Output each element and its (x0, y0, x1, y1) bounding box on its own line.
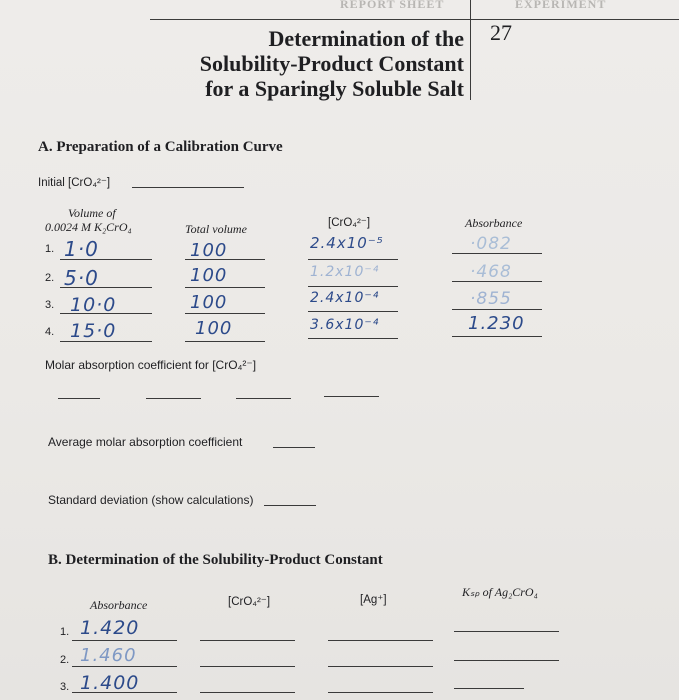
header-divider (470, 0, 471, 100)
row-a-1-total: 100 (190, 240, 228, 261)
experiment-header: EXPERIMENT (515, 0, 607, 11)
title-line-1: Determination of the (268, 26, 464, 51)
row-a-1-absorbance: ·082 (470, 234, 512, 254)
col-total-volume: Total volume (185, 222, 247, 236)
col-chromate-conc: [CrO₄²⁻] (328, 217, 371, 229)
row-a-3-number: 3. (45, 299, 55, 311)
average-molar-label: Average molar absorption coefficient (48, 435, 243, 449)
row-a-4-conc: 3.6x10⁻⁴ (310, 317, 380, 333)
row-a-1-volume: 1·0 (64, 237, 99, 261)
row-a-3-absorbance: ·855 (470, 289, 512, 309)
row-b-3-number: 3. (60, 681, 70, 693)
header-rule (150, 19, 679, 20)
molar-absorption-label: Molar absorption coefficient for [CrO₄²⁻] (45, 358, 257, 372)
row-a-1-number: 1. (45, 243, 55, 255)
row-b-1-absorbance: 1.420 (80, 617, 140, 639)
row-b-2-number: 2. (60, 654, 70, 666)
section-a-heading: A. Preparation of a Calibration Curve (38, 139, 283, 155)
row-a-2-conc: 1.2x10⁻⁴ (310, 264, 380, 280)
col-b-chromate: [CrO₄²⁻] (228, 596, 271, 608)
row-a-4-number: 4. (45, 326, 55, 338)
row-b-3-absorbance: 1.400 (80, 672, 140, 694)
col-volume-label-1: Volume of (68, 206, 116, 220)
row-a-4-total: 100 (195, 318, 233, 339)
row-a-2-number: 2. (45, 272, 55, 284)
section-b-heading: B. Determination of the Solubility-Product Constant (48, 552, 383, 568)
row-a-1-conc: 2.4x10⁻⁵ (310, 234, 384, 252)
col-absorbance: Absorbance (465, 216, 523, 230)
experiment-number: 27 (490, 20, 512, 45)
row-a-3-total: 100 (190, 292, 228, 313)
row-a-2-total: 100 (190, 265, 228, 286)
row-a-3-volume: 10·0 (70, 294, 117, 316)
row-a-2-absorbance: ·468 (470, 262, 512, 282)
col-b-absorbance: Absorbance (90, 598, 148, 612)
row-a-2-volume: 5·0 (64, 266, 99, 290)
title-line-2: Solubility-Product Constant (199, 51, 464, 76)
row-a-4-volume: 15·0 (70, 320, 117, 342)
initial-chromate-label: Initial [CrO₄²⁻] (38, 177, 111, 189)
col-b-ksp: Kₛₚ of Ag₂CrO₄ (462, 585, 538, 599)
col-b-silver: [Ag⁺] (360, 594, 387, 606)
row-a-4-absorbance: 1.230 (468, 313, 525, 334)
col-volume-label-2: 0.0024 M K₂CrO₄ (45, 220, 132, 234)
std-dev-label: Standard deviation (show calculations) (48, 493, 254, 507)
initial-chromate-blank (132, 187, 244, 188)
title-line-3: for a Sparingly Soluble Salt (205, 76, 464, 101)
row-b-2-absorbance: 1.460 (80, 645, 137, 666)
row-b-1-number: 1. (60, 626, 70, 638)
report-sheet-header: REPORT SHEET (340, 0, 445, 11)
row-a-3-conc: 2.4x10⁻⁴ (310, 290, 380, 306)
